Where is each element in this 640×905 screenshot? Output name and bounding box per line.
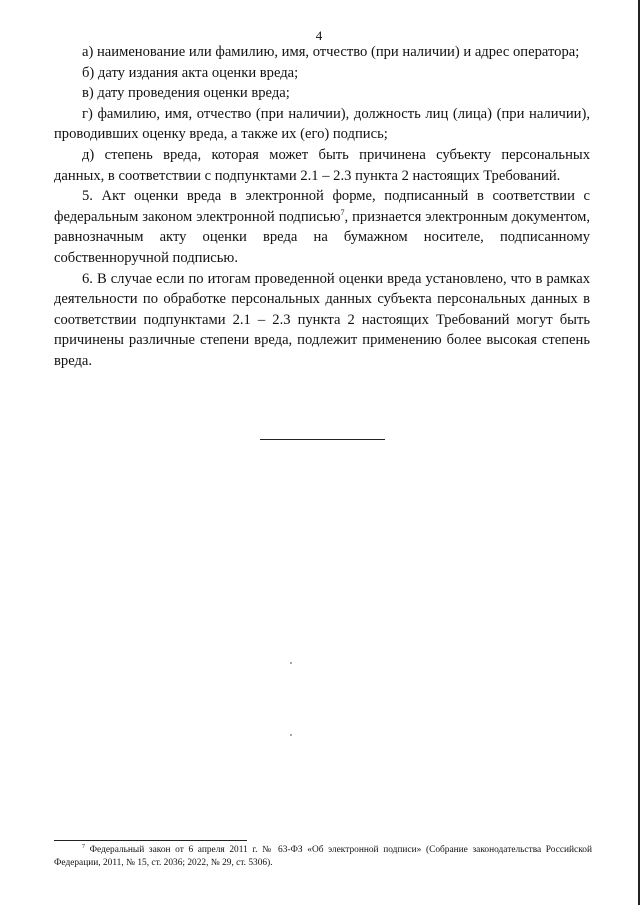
- end-of-text-rule: [260, 439, 385, 440]
- footnote-reference[interactable]: 7: [340, 207, 345, 217]
- footnote-separator: [54, 840, 247, 841]
- paragraph-item-5-text-end: , признается электронным документом, равнозначным акту оценки вреда на бумажном носителе, подписанному собственноручной подписью.: [54, 208, 590, 266]
- paragraph-item-5-text-start: 5. Акт оценки вреда в электронной форме, подписанный в соответствии с федеральным законом электронной подписью: [54, 188, 590, 225]
- paragraph-item-a: а) наименование или фамилию, имя, отчество (при наличии) и адрес оператора;: [82, 44, 580, 60]
- footnote-text: Федеральный закон от 6 апреля 2011 г. № 63-ФЗ «Об электронной подписи» (Собрание законодательства Российской Федерации, 2011, № 15, ст. 2036; 2022, № 29, ст. 5306).: [54, 845, 592, 868]
- scan-speck: [290, 734, 292, 736]
- scan-speck: [290, 662, 292, 664]
- paragraph-item-b: б) дату издания акта оценки вреда;: [82, 64, 299, 81]
- document-body: [54, 42, 590, 372]
- paragraph-item-6: 6. В случае если по итогам проведенной оценки вреда установлено, что в рамках деятельности по обработке персональных данных субъекта персональных данных в соответствии подпунктами 2.1 – 2.3 пункта 2 настоящих Требований могут быть причинены различные степени вреда, подлежит применению более высокая степень вреда.: [54, 270, 590, 369]
- footnote-marker: 7: [82, 844, 85, 850]
- page-number: 4: [315, 28, 323, 43]
- footnote: [54, 844, 592, 870]
- paragraph-item-g: г) фамилию, имя, отчество (при наличии), должность лиц (лица) (при наличии), проводивших оценку вреда, а также их (его) подпись;: [54, 105, 590, 143]
- paragraph-item-v: в) дату проведения оценки вреда;: [82, 85, 290, 102]
- paragraph-item-d: д) степень вреда, которая может быть причинена субъекту персональных данных, в соответствии с подпунктами 2.1 – 2.3 пункта 2 настоящих Требований.: [54, 146, 590, 184]
- paragraph-item-5: [54, 186, 590, 268]
